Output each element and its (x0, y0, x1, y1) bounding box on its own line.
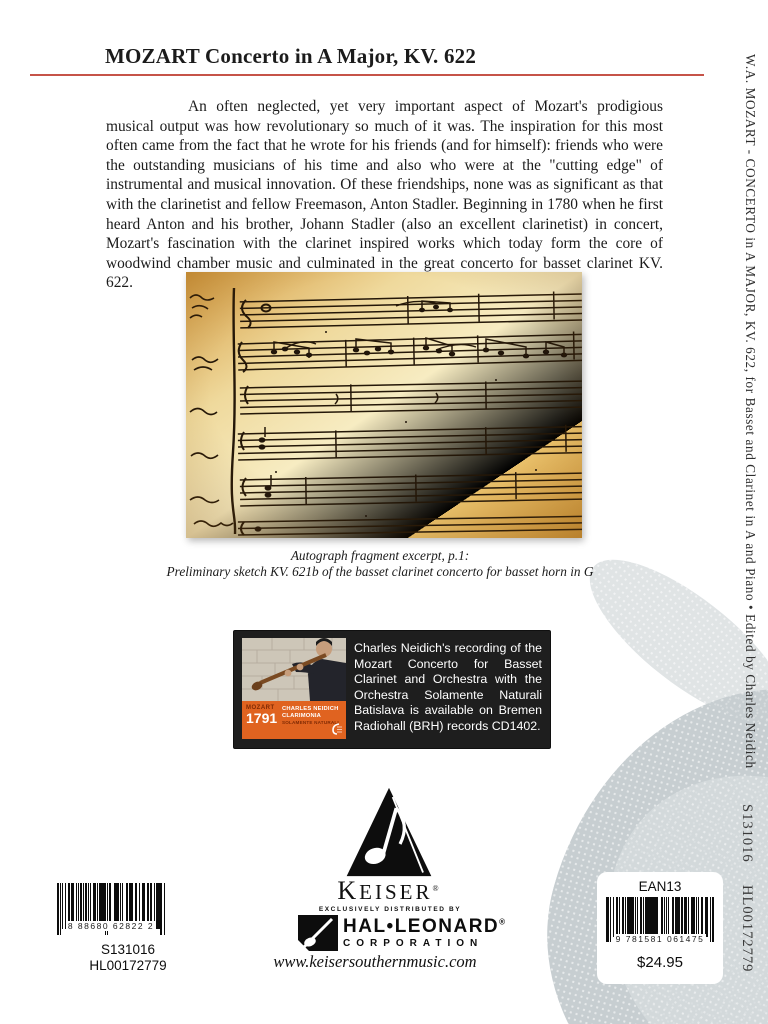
publisher-website: www.keisersouthernmusic.com (273, 952, 477, 971)
figure-caption-line1: Autograph fragment excerpt, p.1: (290, 548, 470, 563)
manuscript-image (186, 272, 582, 538)
catalog-number: S131016 (100, 942, 156, 957)
cd-orchestra-text: SOLAMENTE NATURALI (282, 720, 339, 725)
spine-catalog-numbers (738, 804, 755, 972)
spine-title: W.A. MOZART - CONCERTO in A MAJOR, KV. 622, for Basset and Clarinet in A and Piano • Edited by Charles Neidich (743, 54, 758, 769)
figure-caption-line2: Preliminary sketch KV. 621b of the basset clarinet concerto for basset horn in G (166, 563, 594, 579)
publisher-name-text: KEISER (337, 876, 433, 905)
cd-cover-photo (242, 638, 346, 701)
catalog-numbers (40, 942, 216, 974)
upc-digits-text: 8 88680 62822 2 (67, 921, 155, 931)
spine-catalog-number: S131016 (739, 804, 755, 863)
cd-promo-text: Charles Neidich's recording of the Mozart Concerto for Basset Clarinet and Orchestra with the Orchestra Solamente Naturali Batislava is available on Bremen Radiohall (BRH) records CD1402. (354, 641, 542, 733)
cd-cover (242, 638, 346, 739)
ean-price-label (597, 872, 723, 984)
price-text: $24.95 (637, 954, 683, 971)
distributor-name (343, 916, 505, 938)
spine-hl-number: HL00172779 (739, 884, 755, 972)
publisher-name (308, 876, 468, 906)
distributor-subtitle: CORPORATION (343, 938, 484, 949)
body-paragraph: An often neglected, yet very important aspect of Mozart's prodigious musical output was how revolutionary so much of it was. The inspiration for this most often came from the fact that he wrote for his friends (and for himself): friends who were the outstanding musicians of his time and also who were at the "cutting edge" of instrumental and musical innovation. Of these friendships, none was as significant as that with the clarinetist and fellow Freemason, Anton Stadler. Beginning in 1780 when he first heard Anton and his brother, Johann Stadler (also an excellent clarinetist) in concert, Mozart's fascination with the clarinet inspired works which today form the core of woodwind chamber music and culminated in the great concerto for basset clarinet KV. 622. (106, 98, 663, 292)
registered-mark: ® (499, 917, 506, 927)
hal-leonard-logo-icon (298, 915, 338, 951)
cd-promo-box (233, 630, 551, 749)
page-title: MOZART Concerto in A Major, KV. 622 (105, 44, 477, 68)
registered-mark: ® (432, 884, 439, 893)
figure-caption (84, 548, 676, 580)
cd-year-text: 1791 (246, 710, 278, 726)
upc-barcode-digits (55, 921, 167, 931)
cd-group-text: CLARIMONIA (282, 713, 322, 719)
ean-barcode-digits (597, 934, 723, 944)
keiser-note-logo-icon (343, 786, 435, 878)
distribution-note: EXCLUSIVELY DISTRIBUTED BY (318, 906, 462, 913)
ean-format-text: EAN13 (638, 879, 682, 894)
cd-artist-text: CHARLES NEIDICH (282, 706, 339, 712)
ean-digits-text: 9 781581 061475 (615, 934, 705, 944)
cd-cover-band (242, 701, 346, 739)
cd-label-text: MOZART (246, 705, 275, 711)
ean-barcode-bars (606, 897, 714, 937)
hl-number: HL00172779 (89, 958, 167, 973)
cd-label-logo-icon (329, 722, 343, 736)
upc-barcode (55, 883, 167, 931)
distributor-name-text: HAL•LEONARD (343, 916, 500, 937)
title-rule (30, 74, 704, 76)
